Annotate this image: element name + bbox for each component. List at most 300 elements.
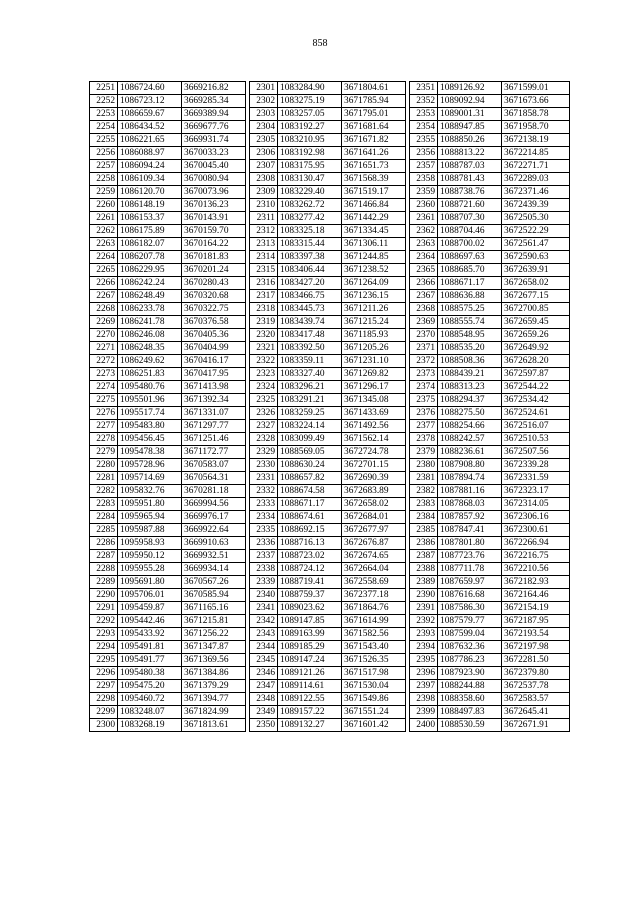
x-coordinate-cell: 1083406.44 [278,264,342,277]
y-coordinate-cell: 3669931.74 [182,134,246,147]
x-coordinate-cell: 1083192.98 [278,147,342,160]
point-number-cell: 2311 [250,212,278,225]
x-coordinate-cell: 1089185.29 [278,641,342,654]
point-number-cell: 2339 [250,576,278,589]
y-coordinate-cell: 3672522.29 [502,225,570,238]
y-coordinate-cell: 3671641.26 [342,147,406,160]
point-number-cell: 2394 [410,641,438,654]
point-number-cell: 2310 [250,199,278,212]
y-coordinate-cell: 3671269.82 [342,368,406,381]
point-number-cell: 2363 [410,238,438,251]
y-coordinate-cell: 3672216.75 [502,550,570,563]
y-coordinate-cell: 3671549.86 [342,693,406,706]
point-number-cell: 2255 [90,134,118,147]
point-number-cell: 2343 [250,628,278,641]
point-number-cell: 2361 [410,212,438,225]
y-coordinate-cell: 3671824.99 [182,706,246,719]
x-coordinate-cell: 1088685.70 [438,264,502,277]
y-coordinate-cell: 3670567.26 [182,576,246,589]
y-coordinate-cell: 3669934.14 [182,563,246,576]
point-number-cell: 2298 [90,693,118,706]
y-coordinate-cell: 3672371.46 [502,186,570,199]
x-coordinate-cell: 1086242.24 [118,277,182,290]
point-number-cell: 2375 [410,394,438,407]
x-coordinate-cell: 1083262.72 [278,199,342,212]
point-number-cell: 2359 [410,186,438,199]
table-row [90,264,570,277]
x-coordinate-cell: 1088630.24 [278,459,342,472]
point-number-cell: 2294 [90,641,118,654]
table-row [90,329,570,342]
x-coordinate-cell: 1088704.46 [438,225,502,238]
y-coordinate-cell: 3670417.95 [182,368,246,381]
y-coordinate-cell: 3669677.76 [182,121,246,134]
point-number-cell: 2365 [410,264,438,277]
table-row [90,433,570,446]
y-coordinate-cell: 3672138.19 [502,134,570,147]
point-number-cell: 2299 [90,706,118,719]
y-coordinate-cell: 3672281.50 [502,654,570,667]
table-row [90,368,570,381]
x-coordinate-cell: 1095442.46 [118,615,182,628]
x-coordinate-cell: 1088947.85 [438,121,502,134]
point-number-cell: 2264 [90,251,118,264]
x-coordinate-cell: 1086221.65 [118,134,182,147]
table-row [90,550,570,563]
point-number-cell: 2326 [250,407,278,420]
point-number-cell: 2360 [410,199,438,212]
y-coordinate-cell: 3672289.03 [502,173,570,186]
point-number-cell: 2272 [90,355,118,368]
point-number-cell: 2353 [410,108,438,121]
point-number-cell: 2373 [410,368,438,381]
point-number-cell: 2253 [90,108,118,121]
x-coordinate-cell: 1095491.81 [118,641,182,654]
point-number-cell: 2312 [250,225,278,238]
y-coordinate-cell: 3670585.94 [182,589,246,602]
table-row [90,511,570,524]
point-number-cell: 2347 [250,680,278,693]
x-coordinate-cell: 1083224.14 [278,420,342,433]
y-coordinate-cell: 3672649.92 [502,342,570,355]
x-coordinate-cell: 1095728.96 [118,459,182,472]
x-coordinate-cell: 1083130.47 [278,173,342,186]
point-number-cell: 2300 [90,719,118,732]
point-number-cell: 2263 [90,238,118,251]
table-row [90,628,570,641]
x-coordinate-cell: 1088439.21 [438,368,502,381]
point-number-cell: 2304 [250,121,278,134]
point-number-cell: 2364 [410,251,438,264]
x-coordinate-cell: 1095475.20 [118,680,182,693]
y-coordinate-cell: 3670376.58 [182,316,246,329]
x-coordinate-cell: 1095480.76 [118,381,182,394]
x-coordinate-cell: 1087786.23 [438,654,502,667]
table-row [90,290,570,303]
y-coordinate-cell: 3671297.77 [182,420,246,433]
x-coordinate-cell: 1083099.49 [278,433,342,446]
x-coordinate-cell: 1086207.78 [118,251,182,264]
x-coordinate-cell: 1083268.19 [118,719,182,732]
x-coordinate-cell: 1088716.13 [278,537,342,550]
y-coordinate-cell: 3672537.78 [502,680,570,693]
y-coordinate-cell: 3670416.17 [182,355,246,368]
x-coordinate-cell: 1083277.42 [278,212,342,225]
x-coordinate-cell: 1088236.61 [438,446,502,459]
y-coordinate-cell: 3670281.18 [182,485,246,498]
point-number-cell: 2377 [410,420,438,433]
x-coordinate-cell: 1089147.24 [278,654,342,667]
point-number-cell: 2329 [250,446,278,459]
point-number-cell: 2393 [410,628,438,641]
point-number-cell: 2309 [250,186,278,199]
coordinate-table [89,81,570,732]
x-coordinate-cell: 1095965.94 [118,511,182,524]
y-coordinate-cell: 3672507.56 [502,446,570,459]
y-coordinate-cell: 3672701.15 [342,459,406,472]
y-coordinate-cell: 3671392.34 [182,394,246,407]
point-number-cell: 2271 [90,342,118,355]
table-row [90,160,570,173]
table-row [90,472,570,485]
y-coordinate-cell: 3671238.52 [342,264,406,277]
y-coordinate-cell: 3670322.75 [182,303,246,316]
point-number-cell: 2328 [250,433,278,446]
point-number-cell: 2331 [250,472,278,485]
point-number-cell: 2395 [410,654,438,667]
point-number-cell: 2319 [250,316,278,329]
y-coordinate-cell: 3671601.42 [342,719,406,732]
y-coordinate-cell: 3671231.10 [342,355,406,368]
x-coordinate-cell: 1088738.76 [438,186,502,199]
y-coordinate-cell: 3672197.98 [502,641,570,654]
y-coordinate-cell: 3672306.16 [502,511,570,524]
x-coordinate-cell: 1088657.82 [278,472,342,485]
x-coordinate-cell: 1088497.83 [438,706,502,719]
point-number-cell: 2267 [90,290,118,303]
table-row [90,342,570,355]
point-number-cell: 2398 [410,693,438,706]
point-number-cell: 2307 [250,160,278,173]
y-coordinate-cell: 3671347.87 [182,641,246,654]
point-number-cell: 2289 [90,576,118,589]
table-row [90,615,570,628]
x-coordinate-cell: 1088719.41 [278,576,342,589]
y-coordinate-cell: 3670033.23 [182,147,246,160]
point-number-cell: 2391 [410,602,438,615]
y-coordinate-cell: 3671530.04 [342,680,406,693]
x-coordinate-cell: 1087857.92 [438,511,502,524]
x-coordinate-cell: 1088244.88 [438,680,502,693]
point-number-cell: 2317 [250,290,278,303]
x-coordinate-cell: 1087868.03 [438,498,502,511]
y-coordinate-cell: 3672193.54 [502,628,570,641]
x-coordinate-cell: 1095714.69 [118,472,182,485]
y-coordinate-cell: 3671345.08 [342,394,406,407]
point-number-cell: 2388 [410,563,438,576]
point-number-cell: 2282 [90,485,118,498]
point-number-cell: 2291 [90,602,118,615]
y-coordinate-cell: 3671785.94 [342,95,406,108]
x-coordinate-cell: 1083192.27 [278,121,342,134]
point-number-cell: 2344 [250,641,278,654]
point-number-cell: 2315 [250,264,278,277]
point-number-cell: 2262 [90,225,118,238]
point-number-cell: 2274 [90,381,118,394]
x-coordinate-cell: 1088674.58 [278,485,342,498]
point-number-cell: 2275 [90,394,118,407]
y-coordinate-cell: 3671236.15 [342,290,406,303]
point-number-cell: 2389 [410,576,438,589]
x-coordinate-cell: 1083327.40 [278,368,342,381]
table-row [90,134,570,147]
y-coordinate-cell: 3672164.46 [502,589,570,602]
point-number-cell: 2314 [250,251,278,264]
x-coordinate-cell: 1086249.62 [118,355,182,368]
x-coordinate-cell: 1083259.25 [278,407,342,420]
y-coordinate-cell: 3671413.98 [182,381,246,394]
point-number-cell: 2268 [90,303,118,316]
x-coordinate-cell: 1088671.17 [438,277,502,290]
x-coordinate-cell: 1088555.74 [438,316,502,329]
point-number-cell: 2368 [410,303,438,316]
y-coordinate-cell: 3671384.86 [182,667,246,680]
y-coordinate-cell: 3672677.15 [502,290,570,303]
x-coordinate-cell: 1083417.48 [278,329,342,342]
page-number: 858 [312,38,328,49]
point-number-cell: 2345 [250,654,278,667]
point-number-cell: 2292 [90,615,118,628]
y-coordinate-cell: 3670583.07 [182,459,246,472]
table-row [90,108,570,121]
x-coordinate-cell: 1089092.94 [438,95,502,108]
point-number-cell: 2286 [90,537,118,550]
table-row [90,303,570,316]
x-coordinate-cell: 1086175.89 [118,225,182,238]
table-row [90,147,570,160]
point-number-cell: 2302 [250,95,278,108]
point-number-cell: 2378 [410,433,438,446]
y-coordinate-cell: 3671526.35 [342,654,406,667]
y-coordinate-cell: 3671599.01 [502,82,570,95]
point-number-cell: 2259 [90,186,118,199]
point-number-cell: 2288 [90,563,118,576]
point-number-cell: 2355 [410,134,438,147]
point-number-cell: 2261 [90,212,118,225]
y-coordinate-cell: 3672677.97 [342,524,406,537]
x-coordinate-cell: 1086248.35 [118,342,182,355]
y-coordinate-cell: 3672323.17 [502,485,570,498]
x-coordinate-cell: 1088721.60 [438,199,502,212]
y-coordinate-cell: 3671306.11 [342,238,406,251]
x-coordinate-cell: 1086229.95 [118,264,182,277]
x-coordinate-cell: 1083427.20 [278,277,342,290]
table-row [90,420,570,433]
y-coordinate-cell: 3672271.71 [502,160,570,173]
point-number-cell: 2358 [410,173,438,186]
y-coordinate-cell: 3672674.65 [342,550,406,563]
y-coordinate-cell: 3671568.39 [342,173,406,186]
x-coordinate-cell: 1088787.03 [438,160,502,173]
y-coordinate-cell: 3672314.05 [502,498,570,511]
x-coordinate-cell: 1083291.21 [278,394,342,407]
point-number-cell: 2392 [410,615,438,628]
point-number-cell: 2290 [90,589,118,602]
table-row [90,173,570,186]
x-coordinate-cell: 1086094.24 [118,160,182,173]
x-coordinate-cell: 1095958.93 [118,537,182,550]
point-number-cell: 2384 [410,511,438,524]
x-coordinate-cell: 1088275.50 [438,407,502,420]
point-number-cell: 2280 [90,459,118,472]
point-number-cell: 2295 [90,654,118,667]
y-coordinate-cell: 3671804.61 [342,82,406,95]
y-coordinate-cell: 3669976.17 [182,511,246,524]
point-number-cell: 2370 [410,329,438,342]
x-coordinate-cell: 1095955.28 [118,563,182,576]
point-number-cell: 2381 [410,472,438,485]
x-coordinate-cell: 1089126.92 [438,82,502,95]
x-coordinate-cell: 1088254.66 [438,420,502,433]
x-coordinate-cell: 1083257.05 [278,108,342,121]
y-coordinate-cell: 3670405.36 [182,329,246,342]
table-row [90,706,570,719]
y-coordinate-cell: 3671492.56 [342,420,406,433]
x-coordinate-cell: 1088569.05 [278,446,342,459]
x-coordinate-cell: 1086109.34 [118,173,182,186]
y-coordinate-cell: 3672266.94 [502,537,570,550]
y-coordinate-cell: 3671519.17 [342,186,406,199]
point-number-cell: 2385 [410,524,438,537]
y-coordinate-cell: 3671551.24 [342,706,406,719]
x-coordinate-cell: 1095691.80 [118,576,182,589]
point-number-cell: 2336 [250,537,278,550]
x-coordinate-cell: 1089122.55 [278,693,342,706]
x-coordinate-cell: 1086233.78 [118,303,182,316]
y-coordinate-cell: 3672544.22 [502,381,570,394]
point-number-cell: 2400 [410,719,438,732]
table-row [90,251,570,264]
table-row [90,537,570,550]
y-coordinate-cell: 3669389.94 [182,108,246,121]
point-number-cell: 2399 [410,706,438,719]
y-coordinate-cell: 3670181.83 [182,251,246,264]
x-coordinate-cell: 1095706.01 [118,589,182,602]
point-number-cell: 2266 [90,277,118,290]
x-coordinate-cell: 1088700.02 [438,238,502,251]
y-coordinate-cell: 3671433.69 [342,407,406,420]
y-coordinate-cell: 3669932.51 [182,550,246,563]
y-coordinate-cell: 3671795.01 [342,108,406,121]
x-coordinate-cell: 1088548.95 [438,329,502,342]
y-coordinate-cell: 3670073.96 [182,186,246,199]
y-coordinate-cell: 3672664.04 [342,563,406,576]
point-number-cell: 2341 [250,602,278,615]
point-number-cell: 2277 [90,420,118,433]
x-coordinate-cell: 1088724.12 [278,563,342,576]
y-coordinate-cell: 3672300.61 [502,524,570,537]
point-number-cell: 2374 [410,381,438,394]
y-coordinate-cell: 3672639.91 [502,264,570,277]
y-coordinate-cell: 3671205.26 [342,342,406,355]
point-number-cell: 2350 [250,719,278,732]
table-row [90,82,570,95]
x-coordinate-cell: 1087632.36 [438,641,502,654]
y-coordinate-cell: 3671442.29 [342,212,406,225]
point-number-cell: 2252 [90,95,118,108]
point-number-cell: 2330 [250,459,278,472]
x-coordinate-cell: 1088671.17 [278,498,342,511]
y-coordinate-cell: 3670564.31 [182,472,246,485]
x-coordinate-cell: 1088707.30 [438,212,502,225]
point-number-cell: 2284 [90,511,118,524]
point-number-cell: 2285 [90,524,118,537]
y-coordinate-cell: 3672534.42 [502,394,570,407]
point-number-cell: 2308 [250,173,278,186]
table-row [90,498,570,511]
table-row [90,485,570,498]
x-coordinate-cell: 1086246.08 [118,329,182,342]
x-coordinate-cell: 1087923.90 [438,667,502,680]
x-coordinate-cell: 1088358.60 [438,693,502,706]
y-coordinate-cell: 3671215.24 [342,316,406,329]
point-number-cell: 2260 [90,199,118,212]
table-row [90,316,570,329]
y-coordinate-cell: 3671379.29 [182,680,246,693]
y-coordinate-cell: 3672187.95 [502,615,570,628]
point-number-cell: 2334 [250,511,278,524]
table-row [90,407,570,420]
point-number-cell: 2301 [250,82,278,95]
y-coordinate-cell: 3672505.30 [502,212,570,225]
point-number-cell: 2340 [250,589,278,602]
point-number-cell: 2352 [410,95,438,108]
x-coordinate-cell: 1095459.87 [118,602,182,615]
x-coordinate-cell: 1088530.59 [438,719,502,732]
y-coordinate-cell: 3670045.40 [182,160,246,173]
x-coordinate-cell: 1086241.78 [118,316,182,329]
point-number-cell: 2380 [410,459,438,472]
y-coordinate-cell: 3671562.14 [342,433,406,446]
table-row [90,680,570,693]
x-coordinate-cell: 1088313.23 [438,381,502,394]
y-coordinate-cell: 3671958.70 [502,121,570,134]
table-row [90,225,570,238]
y-coordinate-cell: 3671466.84 [342,199,406,212]
x-coordinate-cell: 1083296.21 [278,381,342,394]
x-coordinate-cell: 1095517.74 [118,407,182,420]
x-coordinate-cell: 1089147.85 [278,615,342,628]
point-number-cell: 2346 [250,667,278,680]
point-number-cell: 2269 [90,316,118,329]
y-coordinate-cell: 3671211.26 [342,303,406,316]
x-coordinate-cell: 1089114.61 [278,680,342,693]
x-coordinate-cell: 1095951.80 [118,498,182,511]
x-coordinate-cell: 1088850.26 [438,134,502,147]
point-number-cell: 2338 [250,563,278,576]
x-coordinate-cell: 1095950.12 [118,550,182,563]
y-coordinate-cell: 3672659.45 [502,316,570,329]
x-coordinate-cell: 1083175.95 [278,160,342,173]
x-coordinate-cell: 1083275.19 [278,95,342,108]
x-coordinate-cell: 1088535.20 [438,342,502,355]
x-coordinate-cell: 1083315.44 [278,238,342,251]
x-coordinate-cell: 1087881.16 [438,485,502,498]
table-row [90,654,570,667]
y-coordinate-cell: 3672558.69 [342,576,406,589]
x-coordinate-cell: 1086724.60 [118,82,182,95]
point-number-cell: 2327 [250,420,278,433]
